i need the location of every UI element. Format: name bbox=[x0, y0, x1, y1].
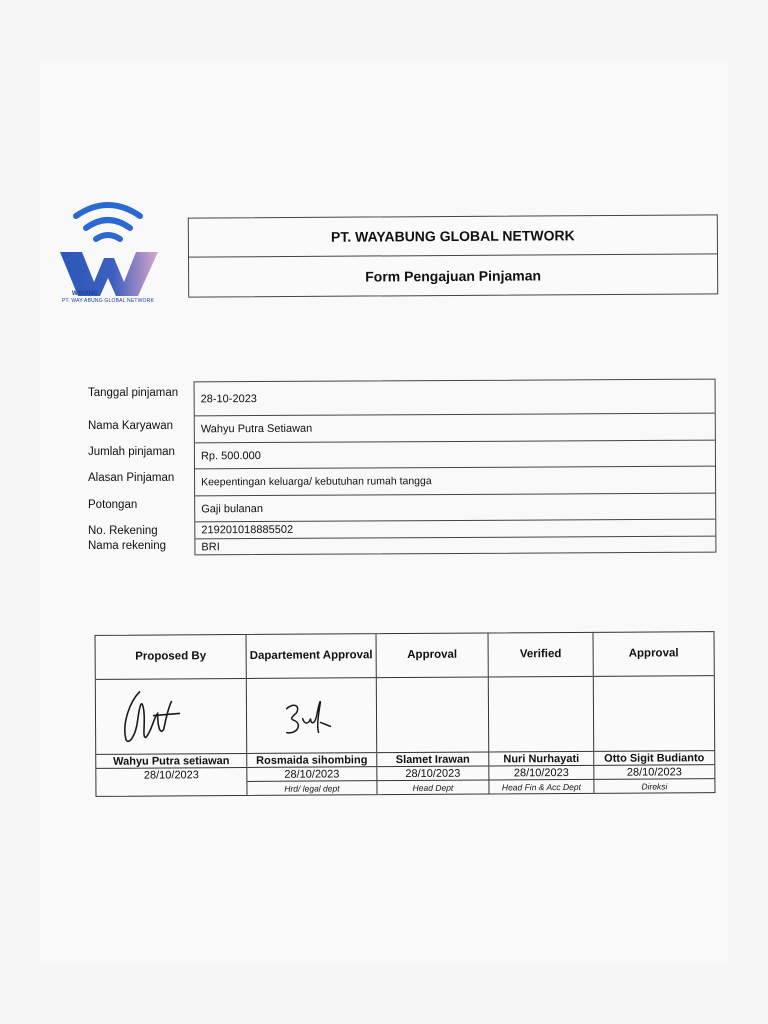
signature-area bbox=[594, 676, 714, 751]
approver-name: Rosmaida sihombing bbox=[247, 752, 376, 767]
value-jumlah-pinjaman: Rp. 500.000 bbox=[195, 441, 715, 470]
approval-date: 28/10/2023 bbox=[247, 766, 376, 781]
approval-column bbox=[96, 635, 248, 796]
wifi-w-logo-icon bbox=[54, 198, 162, 314]
form-title: Form Pengajuan Pinjaman bbox=[365, 266, 542, 285]
signature-area bbox=[377, 677, 488, 752]
approver-role: Direksi bbox=[594, 778, 714, 793]
label-tanggal-pinjaman: Tanggal pinjaman bbox=[88, 387, 179, 399]
company-name: PT. WAYABUNG GLOBAL NETWORK bbox=[189, 215, 717, 257]
approver-name: Otto Sigit Budianto bbox=[594, 750, 714, 765]
approval-date: 28/10/2023 bbox=[489, 765, 593, 780]
form-header bbox=[188, 214, 718, 297]
signature-area bbox=[489, 677, 593, 752]
label-alasan-pinjaman: Alasan Pinjaman bbox=[88, 472, 175, 484]
approver-role: Head Dept bbox=[377, 779, 488, 794]
approver-role: Head Fin & Acc Dept bbox=[489, 779, 593, 794]
company-logo bbox=[54, 198, 162, 314]
column-heading: Approval bbox=[377, 633, 488, 678]
label-nama-karyawan: Nama Karyawan bbox=[88, 420, 174, 432]
signature-proposer bbox=[96, 679, 246, 754]
approval-date: 28/10/2023 bbox=[96, 767, 246, 782]
approver-name: Wahyu Putra setiawan bbox=[96, 753, 246, 768]
column-heading: Approval bbox=[594, 632, 714, 677]
approval-date: 28/10/2023 bbox=[377, 765, 488, 780]
column-heading: Proposed By bbox=[96, 635, 246, 680]
label-no-rekening: No. Rekening bbox=[88, 525, 158, 537]
signature-department bbox=[247, 678, 376, 753]
approval-column bbox=[489, 633, 595, 794]
signature-area bbox=[96, 679, 246, 754]
approval-column bbox=[247, 634, 378, 795]
value-nama-rekening: BRI bbox=[201, 540, 220, 553]
approval-column bbox=[594, 632, 715, 793]
column-heading: Dapartement Approval bbox=[247, 634, 376, 679]
logo-brand-text: WAYANG bbox=[72, 291, 98, 297]
approval-date: 28/10/2023 bbox=[594, 764, 714, 779]
approver-role: Hrd/ legal dept bbox=[247, 780, 376, 795]
signature-area bbox=[247, 678, 376, 753]
approval-column bbox=[377, 633, 490, 794]
loan-details-table bbox=[194, 379, 717, 556]
approval-table bbox=[95, 631, 716, 797]
column-heading: Verified bbox=[489, 633, 593, 678]
logo-caption-text: PT. WAY ABUNG GLOBAL NETWORK bbox=[61, 298, 154, 304]
value-tanggal-pinjaman: 28-10-2023 bbox=[195, 380, 715, 417]
approver-name: Slamet Irawan bbox=[377, 751, 488, 766]
approver-name: Nuri Nurhayati bbox=[489, 751, 593, 766]
label-jumlah-pinjaman: Jumlah pinjaman bbox=[88, 446, 175, 458]
value-potongan: Gaji bulanan bbox=[195, 494, 715, 523]
value-alasan-pinjaman: Keepentingan keluarga/ kebutuhan rumah tangga bbox=[195, 467, 715, 497]
label-potongan: Potongan bbox=[88, 499, 138, 511]
value-no-rekening: 219201018885502 bbox=[195, 520, 715, 540]
value-nama-karyawan: Wahyu Putra Setiawan bbox=[195, 414, 715, 444]
label-nama-rekening: Nama rekening bbox=[88, 540, 166, 552]
